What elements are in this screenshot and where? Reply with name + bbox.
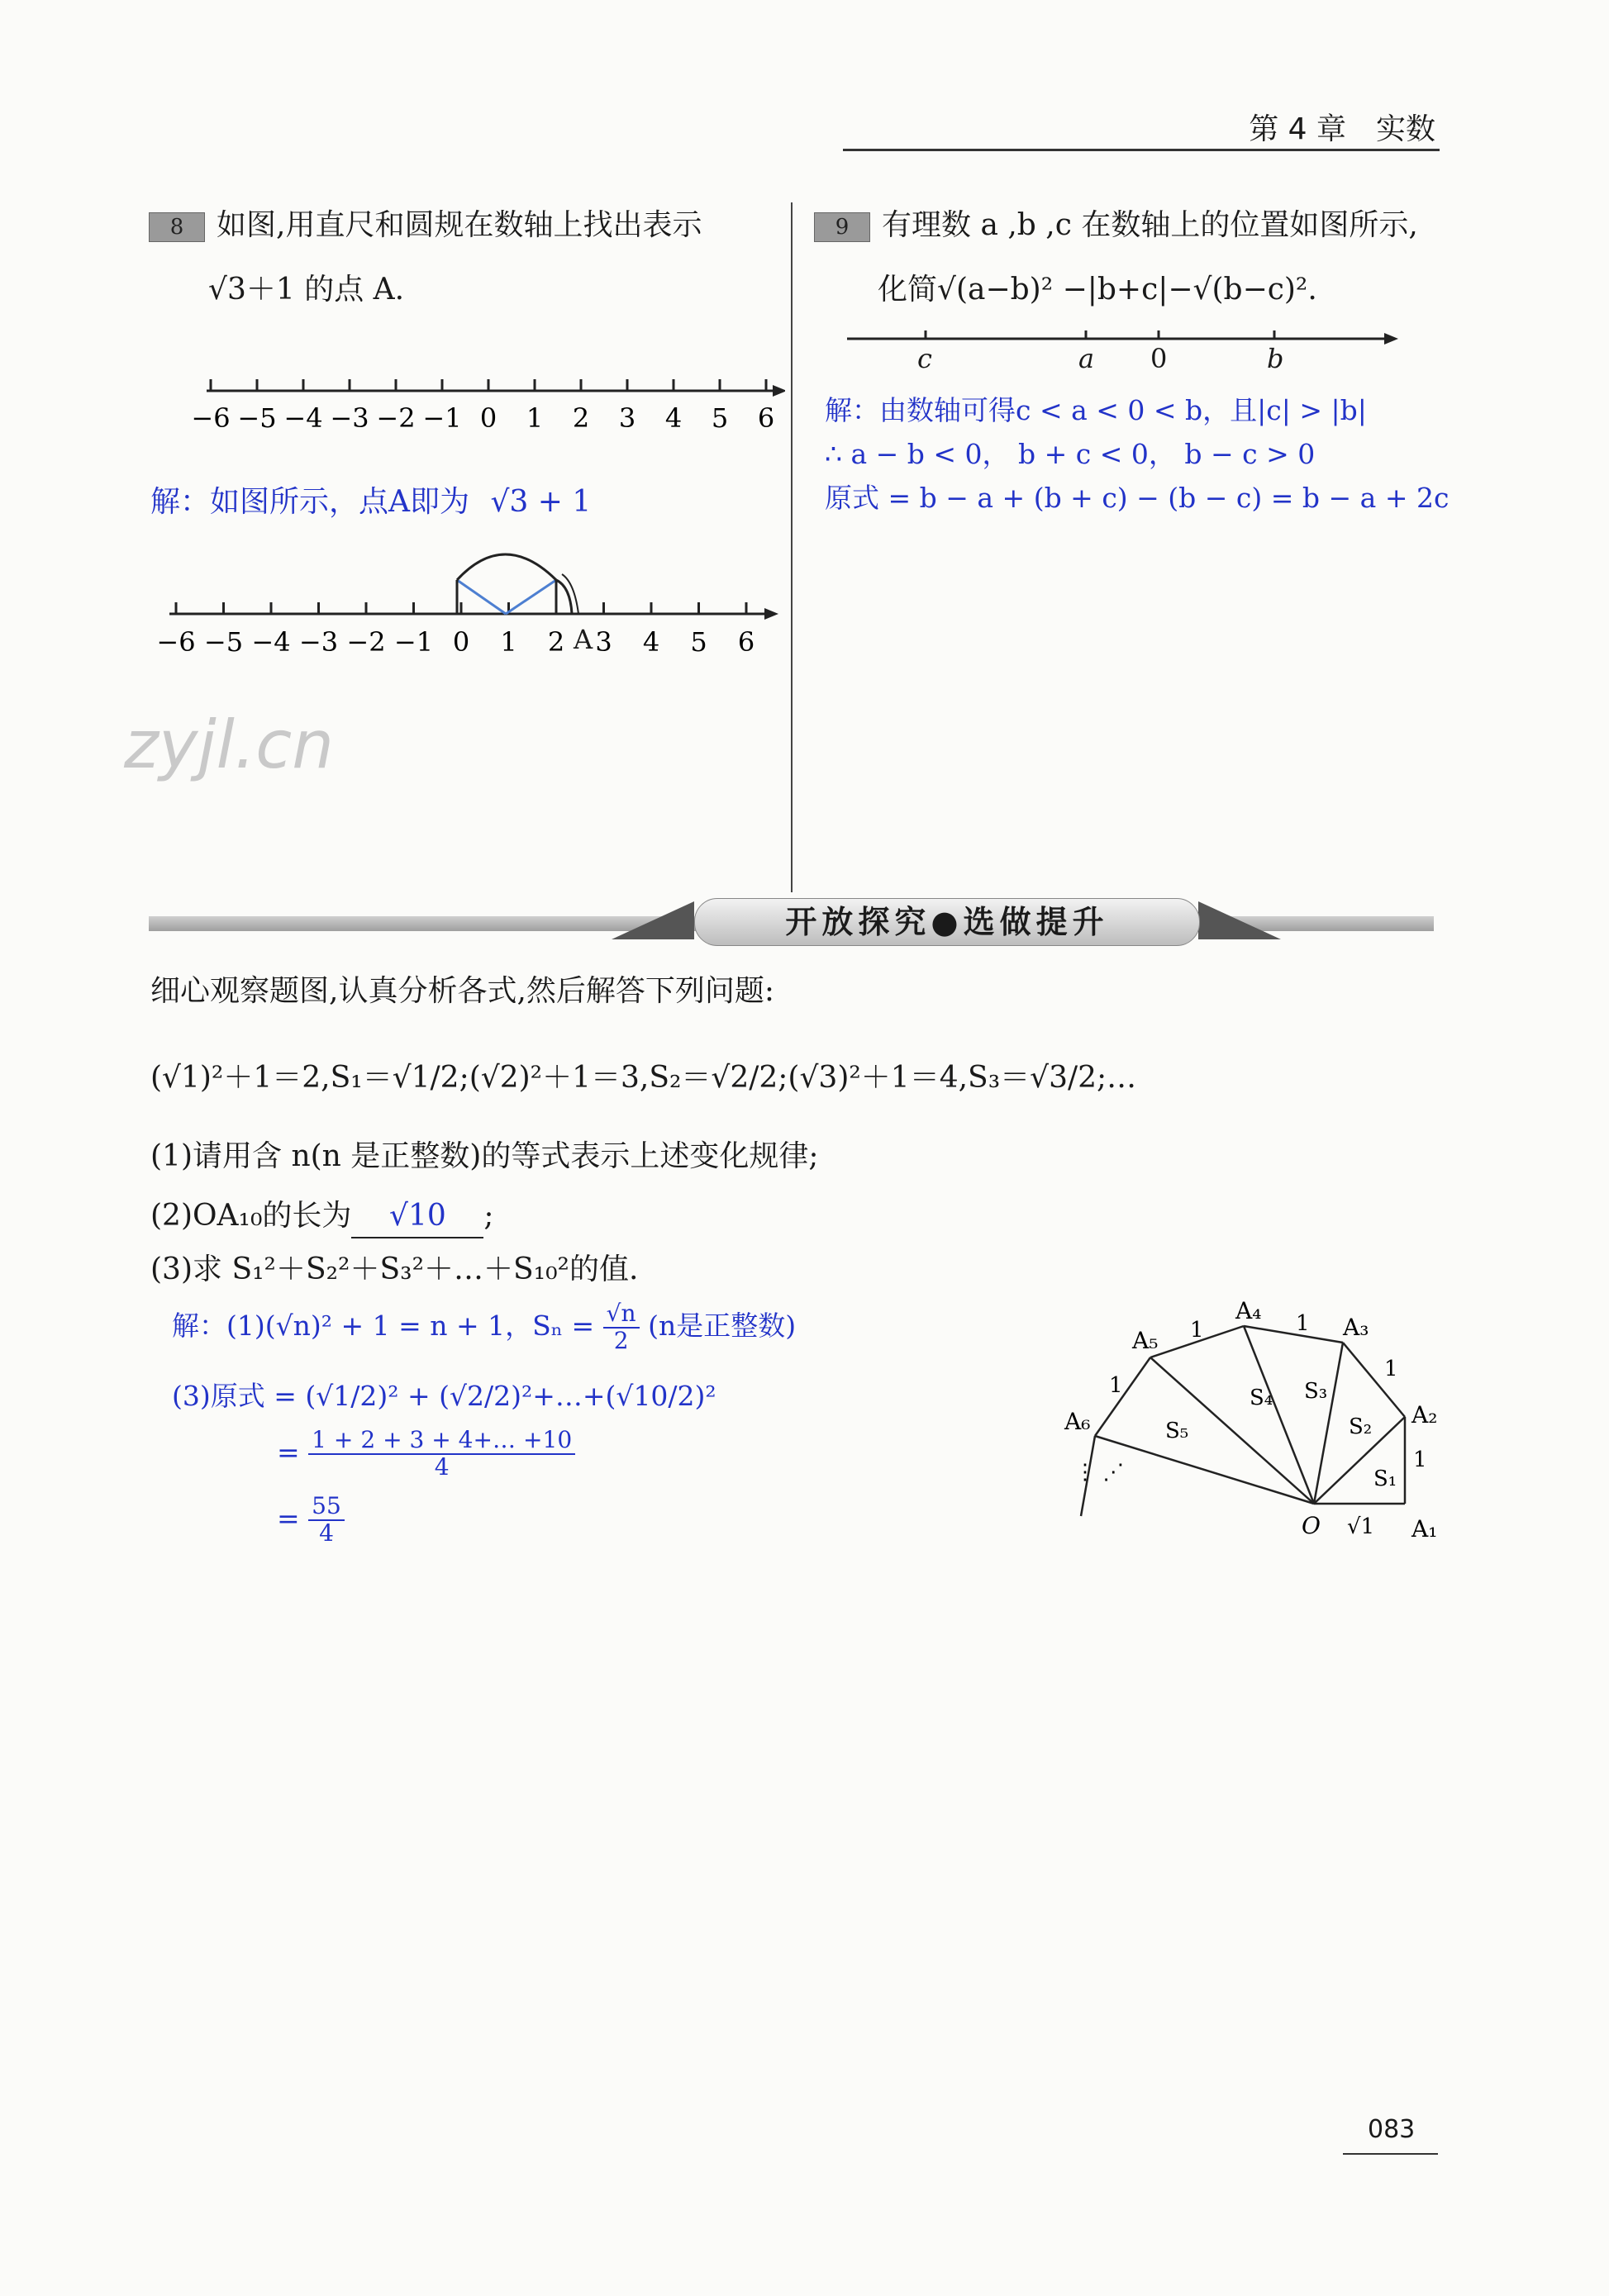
open-part2-suffix: ;	[483, 1199, 494, 1233]
label-s2: S₂	[1349, 1414, 1373, 1439]
q9-number: 9	[814, 212, 870, 242]
axis-tick-label: 4	[664, 402, 683, 434]
open-part2-text: (2)OA₁₀的长为	[150, 1199, 352, 1233]
axis-tick-label: 1	[500, 626, 517, 658]
axis-tick-label: 5	[690, 626, 707, 658]
sum-den: 4	[434, 1452, 450, 1481]
label-s4: S₄	[1250, 1386, 1273, 1410]
q8-rest: ＋1 的点 A.	[245, 273, 405, 307]
axis-tick-label: −3	[330, 402, 369, 434]
result-num: 55	[308, 1494, 345, 1521]
axis-tick-label: −2	[376, 402, 416, 434]
axis-tick-label: −6	[191, 402, 231, 434]
axis-tick-label: 2	[572, 402, 590, 434]
label-s3: S₃	[1304, 1379, 1328, 1404]
axis-tick-label: −1	[422, 402, 462, 434]
banner-left-triangle	[612, 901, 694, 939]
axis-tick-label: −4	[283, 402, 323, 434]
label-one-4: 1	[1190, 1318, 1204, 1343]
sum-num: 1 + 2 + 3 + 4+… +10	[308, 1428, 575, 1455]
q8-line1	[149, 205, 702, 246]
q9-label-b: b	[1267, 343, 1284, 374]
label-one-2: 1	[1384, 1357, 1398, 1381]
page-number-rule	[1343, 2153, 1438, 2155]
axis-tick-label: −3	[298, 626, 339, 658]
q9-answer-3: 原式 = b − a + (b + c) − (b − c) = b − a + 2c	[825, 482, 1450, 514]
open-part2	[150, 1196, 494, 1238]
label-o: O	[1302, 1512, 1321, 1539]
label-a4: A₄	[1235, 1297, 1262, 1324]
label-s1: S₁	[1373, 1466, 1397, 1491]
label-one-1: 1	[1413, 1447, 1427, 1472]
q8-number-line	[190, 368, 785, 442]
axis-tick-label: −6	[156, 626, 196, 658]
label-a2: A₂	[1411, 1401, 1438, 1428]
label-a5: A₅	[1132, 1327, 1159, 1354]
axis-tick-label: 2	[547, 626, 565, 658]
axis-tick-label: −5	[203, 626, 244, 658]
q8-number: 8	[149, 212, 205, 242]
axis-tick-label: 3	[595, 626, 612, 658]
q8-answer	[150, 482, 591, 523]
point-a-label: A	[574, 624, 593, 655]
open-answer-1-suffix: (n是正整数)	[648, 1309, 797, 1342]
axis-tick-label: 1	[526, 402, 544, 434]
q9-label-a: a	[1078, 343, 1095, 374]
axis-tick-label: 0	[479, 402, 497, 434]
q8-expr: √3	[208, 273, 246, 307]
q9-text: 有理数 a ,b ,c 在数轴上的位置如图所示,	[882, 208, 1418, 242]
axis-tick-label: −1	[393, 626, 434, 658]
label-a3: A₃	[1343, 1314, 1369, 1341]
open-answer-3-line1: (3)原式 = (√1/2)² + (√2/2)²+…+(√10/2)²	[172, 1380, 716, 1412]
axis-tick-label: 3	[618, 402, 636, 434]
sn-den: 2	[613, 1326, 629, 1354]
spiral-figure	[1058, 1289, 1454, 1553]
page-number: 083	[1368, 2115, 1416, 2144]
axis-tick-label: −4	[251, 626, 291, 658]
axis-tick-label: 4	[642, 626, 660, 658]
q8-line2	[208, 269, 404, 311]
column-divider	[791, 202, 793, 892]
label-one-3: 1	[1296, 1311, 1310, 1336]
axis-tick-label: 6	[737, 626, 755, 658]
open-answer-3-line3	[277, 1494, 345, 1547]
banner-title: 开放探究●选做提升	[694, 898, 1200, 946]
eq-sign-3: =	[277, 1501, 300, 1534]
label-one-5: 1	[1109, 1373, 1123, 1398]
q8-text: 如图,用直尺和圆规在数轴上找出表示	[217, 208, 702, 242]
axis-tick-label: 0	[452, 626, 470, 658]
open-part2-answer: √10	[351, 1196, 483, 1238]
sn-fraction	[603, 1301, 640, 1354]
open-formula: (√1)²＋1＝2,S₁＝√1/2;(√2)²＋1＝3,S₂＝√2/2;(√3)²＋1＝4,S₃＝√3/2;…	[150, 1061, 1137, 1095]
axis-tick-label: 6	[757, 402, 775, 434]
axis-tick-label: −2	[346, 626, 386, 658]
chapter-title: 第 4 章 实数	[1249, 112, 1435, 146]
axis-tick-label: −5	[237, 402, 277, 434]
header-rule	[843, 149, 1440, 151]
open-answer-1	[172, 1301, 796, 1354]
open-answer-3-line2	[277, 1428, 575, 1481]
q9-answer-2: ∴ a − b < 0， b + c < 0， b − c > 0	[825, 438, 1316, 470]
q9-line2: 化简√(a−b)² −|b+c|−√(b−c)².	[878, 273, 1317, 307]
open-part3: (3)求 S₁²＋S₂²＋S₃²＋…＋S₁₀²的值.	[150, 1253, 639, 1286]
q9-line1	[814, 205, 1418, 246]
open-intro: 细心观察题图,认真分析各式,然后解答下列问题:	[150, 974, 775, 1008]
sn-num: √n	[603, 1301, 640, 1329]
result-den: 4	[319, 1519, 334, 1547]
label-s5: S₅	[1165, 1419, 1189, 1443]
banner-right-triangle	[1198, 901, 1281, 939]
q8-answer-expr: √3 + 1	[490, 485, 592, 519]
q9-label-c: c	[917, 343, 932, 374]
q8-answer-text: 解：如图所示，点A即为	[150, 485, 469, 519]
label-dots: ⋮ ⋰	[1074, 1460, 1125, 1485]
q9-label-zero: 0	[1150, 343, 1168, 374]
q8-construction-figure	[149, 537, 785, 669]
eq-sign-2: =	[277, 1435, 300, 1468]
sum-fraction	[308, 1428, 575, 1481]
section-banner	[149, 896, 1434, 946]
label-a6: A₆	[1064, 1408, 1091, 1435]
open-part1: (1)请用含 n(n 是正整数)的等式表示上述变化规律;	[150, 1139, 819, 1173]
result-fraction	[308, 1494, 345, 1547]
q9-answer-1: 解：由数轴可得c < a < 0 < b，且|c| > |b|	[825, 394, 1367, 426]
watermark: zyjl.cn	[124, 706, 334, 783]
axis-tick-label: 5	[711, 402, 729, 434]
open-answer-1-text: 解：(1)(√n)² + 1 = n + 1，Sₙ =	[172, 1309, 595, 1342]
label-sqrt1: √1	[1347, 1514, 1375, 1539]
label-a1: A₁	[1411, 1515, 1438, 1543]
